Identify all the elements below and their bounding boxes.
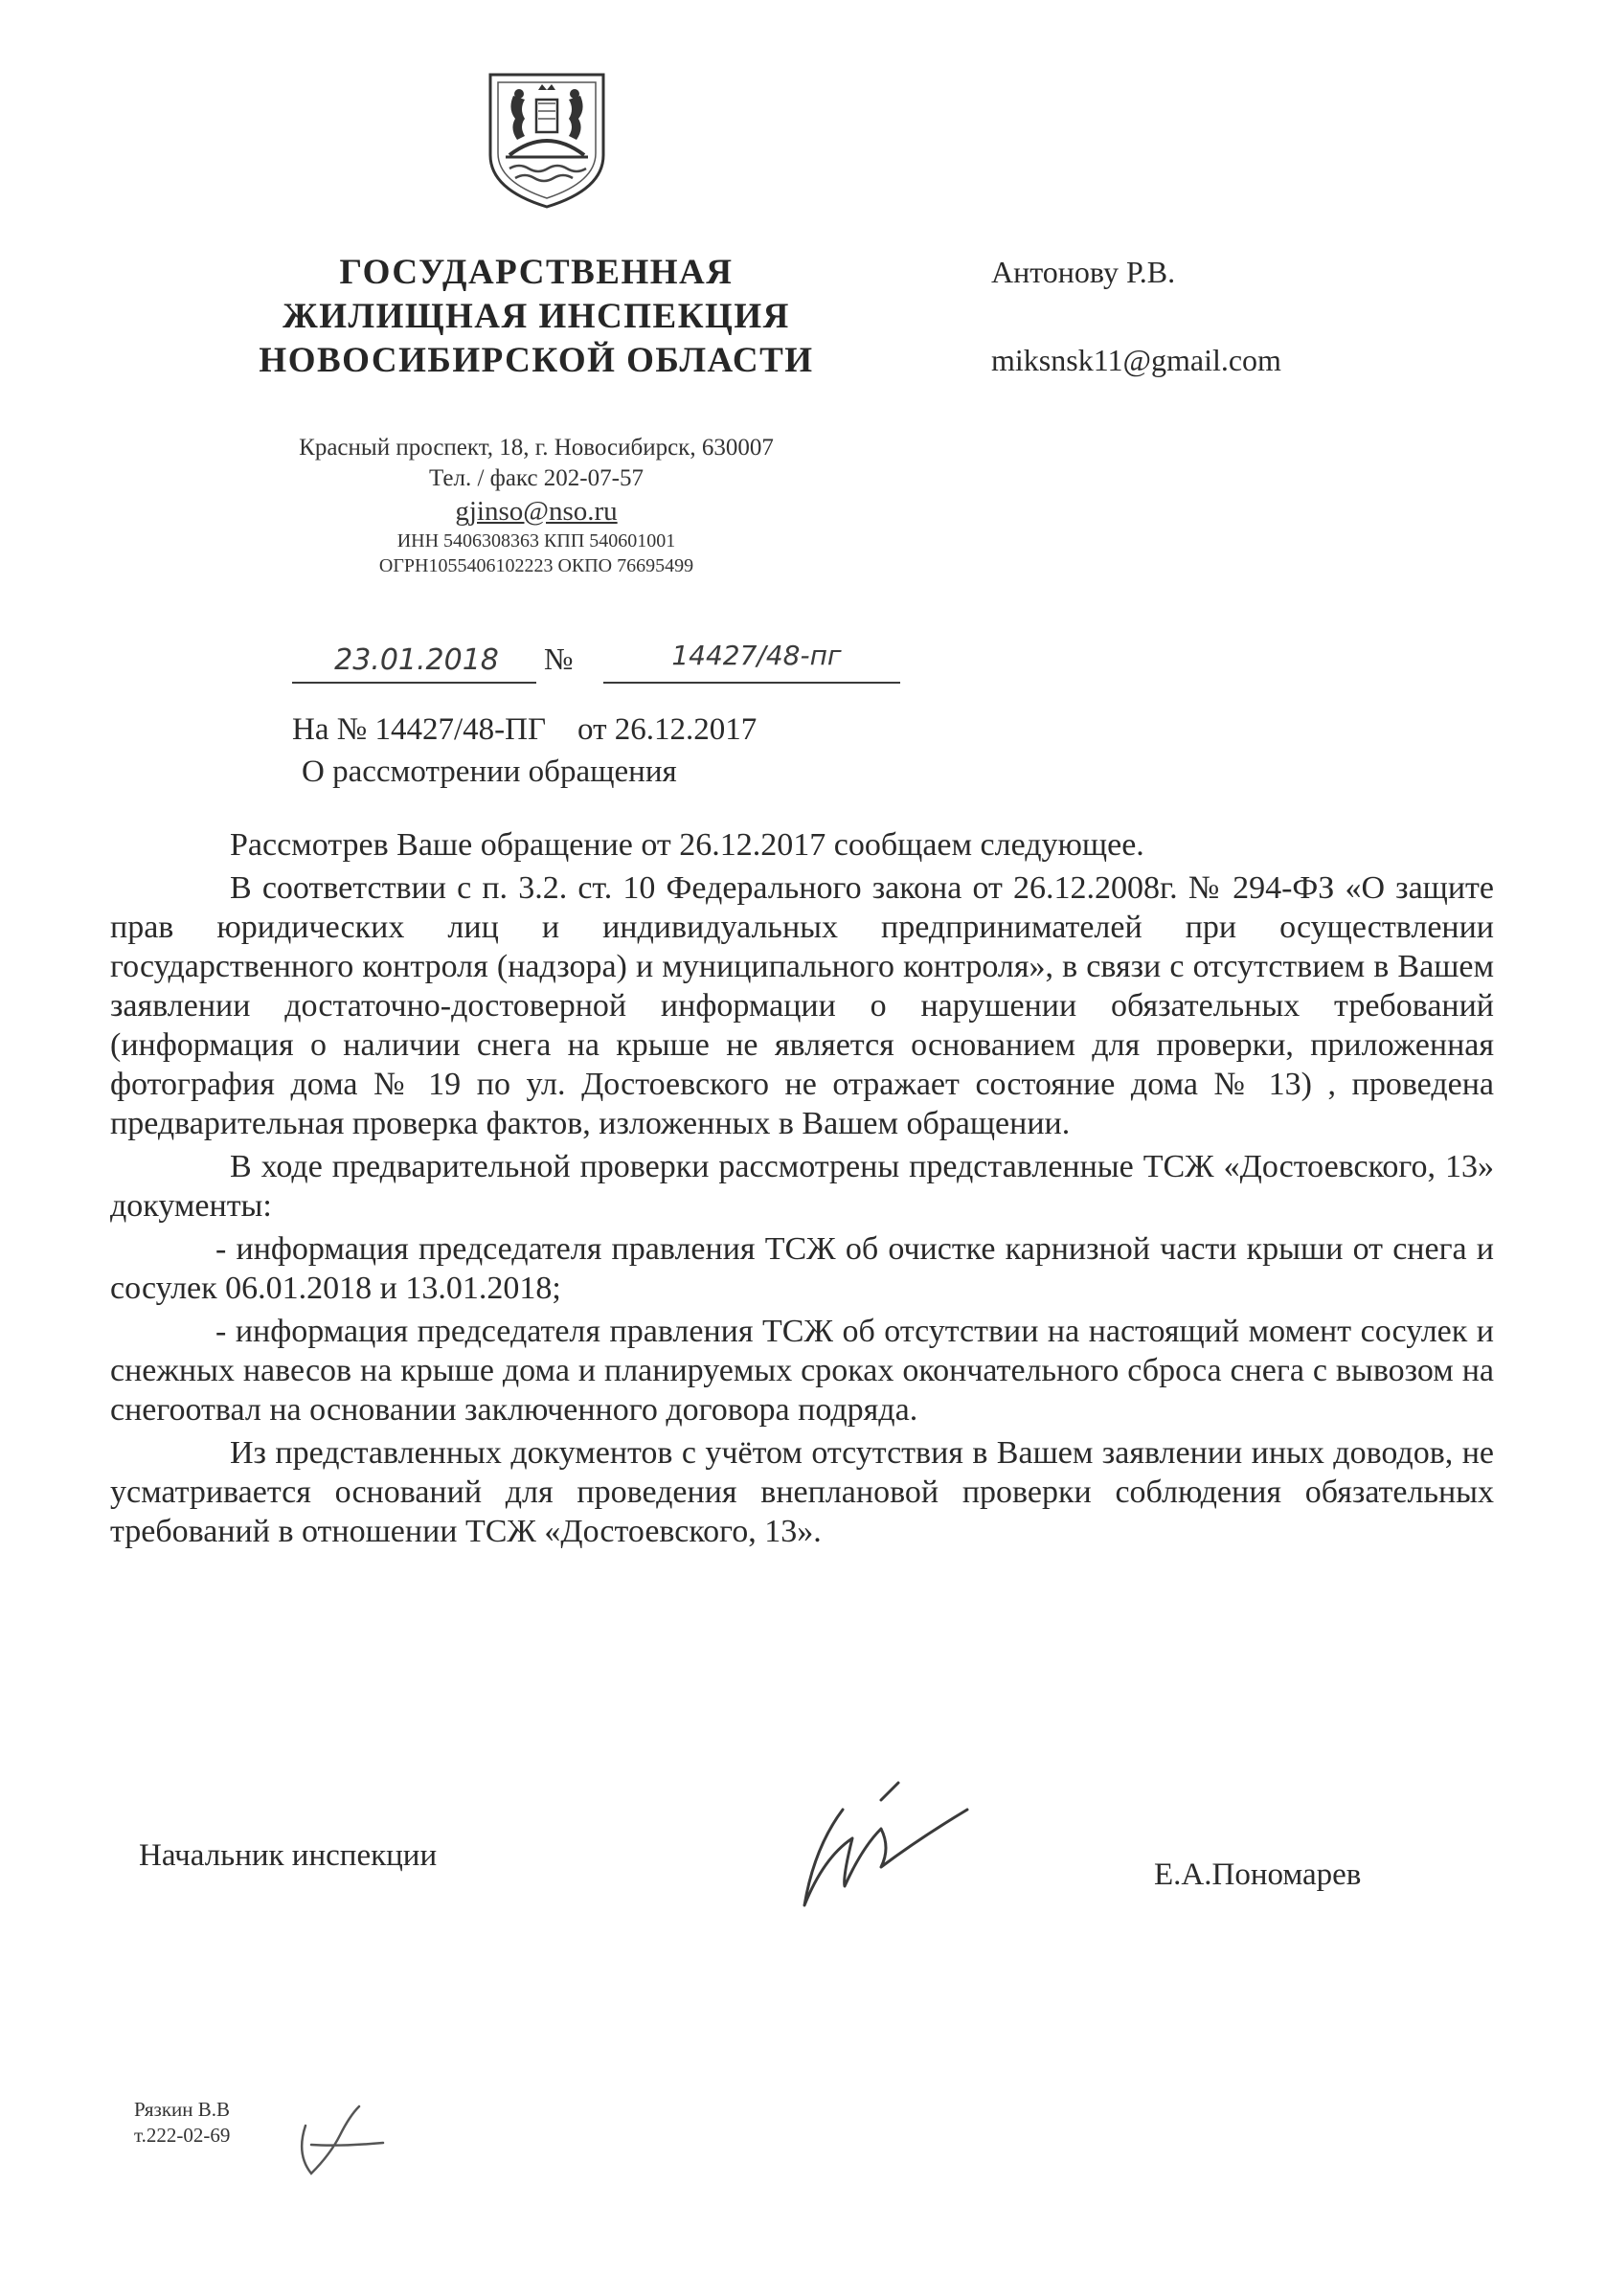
recipient-name: Антонову Р.В. xyxy=(991,255,1176,289)
org-ogrn-okpo: ОГРН1055406102223 ОКПО 76695499 xyxy=(378,555,694,576)
body-paragraph-2: В соответствии с п. 3.2. ст. 10 Федерального закона от 26.12.2008г. № 294-ФЗ «О защите прав юридических лиц и индивидуальных предпринимателей при осуществлении государственного контроля (надзора) и муниципального контроля», в связи с отсутствием в Вашем заявлении достаточно-достоверной информации о нарушении обязательных требований (информация о наличии снега на крыше не является основанием для проверки, приложенная фотография дома № 19 по ул. Достоевского не отражает состояние дома № 13) , проведена предварительная проверка фактов, изложенных в Вашем обращении. xyxy=(110,870,1494,1141)
signatory-name: Е.А.Пономарев xyxy=(1154,1857,1362,1892)
registration-number-label: № xyxy=(544,642,574,676)
signatory-position: Начальник инспекции xyxy=(139,1838,438,1873)
handwritten-signature xyxy=(785,1771,977,1925)
body-paragraph-5: - информация председателя правления ТСЖ об отсутствии на настоящий момент сосулек и снежных навесов на крыше дома и планируемых сроках окончательного сброса снега с вывозом на снегоотвал на основании заключенного договора подряда. xyxy=(110,1314,1494,1428)
organization-name xyxy=(239,251,833,383)
org-name-line-1: ГОСУДАРСТВЕННАЯ xyxy=(339,253,734,292)
body-paragraph-6: Из представленных документов с учётом отсутствия в Вашем заявлении иных доводов, не усматривается оснований для проведения внеплановой проверки соблюдения обязательных требований в отношении ТСЖ «Достоевского, 13». xyxy=(110,1435,1494,1549)
org-address: Красный проспект, 18, г. Новосибирск, 630007 xyxy=(299,435,774,461)
reply-reference xyxy=(292,709,757,751)
recipient-block xyxy=(991,253,1566,379)
executor-name: Рязкин В.В xyxy=(134,2098,231,2121)
registration-number-underline xyxy=(603,682,900,684)
executor-phone: т.222-02-69 xyxy=(134,2124,231,2147)
registration-date-underline xyxy=(292,682,536,684)
body-paragraph-4: - информация председателя правления ТСЖ об очистке карнизной части крыши от снега и сосулек 06.01.2018 и 13.01.2018; xyxy=(110,1231,1494,1306)
organization-details xyxy=(220,433,852,578)
letter-body xyxy=(110,825,1494,1551)
body-paragraph-1: Рассмотрев Ваше обращение от 26.12.2017 сообщаем следующее. xyxy=(230,827,1144,863)
org-name-line-2: ЖИЛИЩНАЯ ИНСПЕКЦИЯ xyxy=(283,297,790,336)
org-phone: Тел. / факс 202-07-57 xyxy=(429,465,644,491)
coat-of-arms-emblem xyxy=(481,67,613,211)
registration-date: 23.01.2018 xyxy=(334,643,499,677)
reply-ref-date: от 26.12.2017 xyxy=(577,712,758,747)
registration-number: 14427/48-пг xyxy=(671,640,842,671)
org-inn-kpp: ИНН 5406308363 КПП 540601001 xyxy=(396,530,676,551)
body-paragraph-3: В ходе предварительной проверки рассмотрены представленные ТСЖ «Достоевского, 13» документы: xyxy=(110,1149,1494,1224)
reply-ref-number: На № 14427/48-ПГ xyxy=(292,712,547,747)
executor-info xyxy=(134,2097,230,2149)
recipient-email[interactable]: miksnsk11@gmail.com xyxy=(991,343,1281,377)
letter-subject: О рассмотрении обращения xyxy=(302,754,677,789)
org-email-link[interactable]: gjinso@nso.ru xyxy=(455,496,618,527)
org-name-line-3: НОВОСИБИРСКОЙ ОБЛАСТИ xyxy=(259,341,814,380)
executor-initial-mark xyxy=(292,2097,388,2183)
